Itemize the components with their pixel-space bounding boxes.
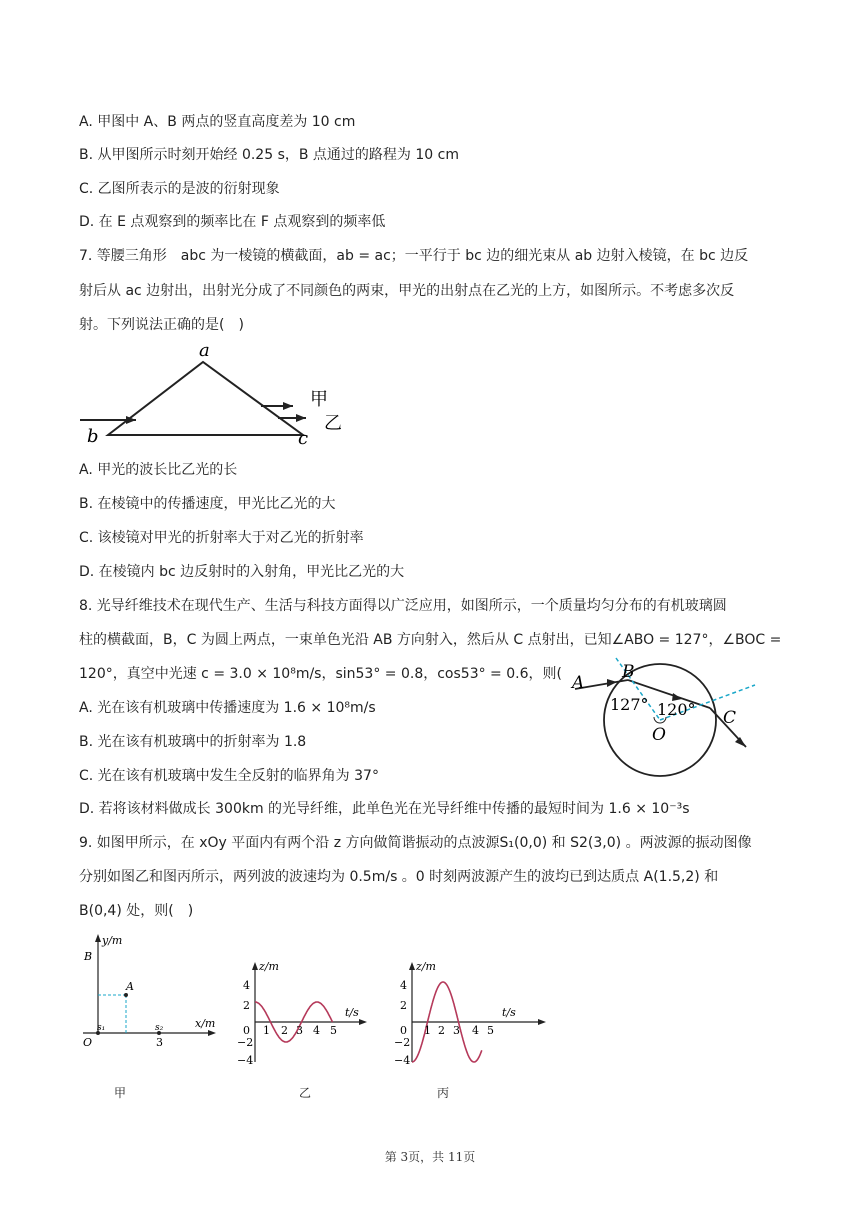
q7-option-d: D. 在棱镜内 bc 边反射时的入射角，甲光比乙光的大 [79, 564, 405, 580]
caption-yi: 乙 [299, 1086, 312, 1100]
yi-xtick-1: 1 [263, 1024, 270, 1037]
label-O: O [652, 725, 666, 745]
q8-option-c: C. 光在该有机玻璃中发生全反射的临界角为 37° [79, 768, 379, 784]
caption-jia: 甲 [114, 1086, 127, 1100]
jia-O: O [83, 1036, 93, 1049]
yi-ytick-m4: −4 [237, 1054, 254, 1067]
q9-fig-jia [78, 930, 228, 1055]
q9-fig-yi [235, 958, 370, 1068]
q8-option-a: A. 光在该有机玻璃中传播速度为 1.6 × 10⁸m/s [79, 700, 376, 716]
yi-ytick-m2: −2 [237, 1036, 254, 1049]
yi-xlabel: t/s [345, 1006, 359, 1019]
q8-stem-line2: 柱的横截面，B，C 为圆上两点，一束单色光沿 AB 方向射入，然后从 C 点射出，已知∠ABO = 127°，∠BOC = [79, 632, 782, 648]
label-yi: 乙 [324, 413, 342, 434]
jia-xlabel: x/m [195, 1017, 216, 1030]
bing-ytick-m4: −4 [394, 1054, 411, 1067]
q8-circle-figure [560, 655, 760, 780]
q7-stem-line1: 7. 等腰三角形 abc 为一棱镜的横截面，ab = ac；一平行于 bc 边的细光束从 ab 边射入棱镜，在 bc 边反 [79, 248, 749, 264]
jia-ylabel: y/m [102, 934, 123, 947]
q7-option-b: B. 在棱镜中的传播速度，甲光比乙光的大 [79, 496, 336, 512]
page-footer: 第 3页，共 11页 [384, 1150, 476, 1164]
q6-option-a: A. 甲图中 A、B 两点的竖直高度差为 10 cm [79, 114, 356, 130]
label-b: b [87, 426, 99, 447]
q8-option-d: D. 若将该材料做成长 300km 的光导纤维，此单色光在光导纤维中传播的最短时间为 1.6 × 10⁻³s [79, 801, 690, 817]
bing-xtick-4: 4 [472, 1024, 479, 1037]
bing-xlabel: t/s [502, 1006, 516, 1019]
yi-xtick-4: 4 [313, 1024, 320, 1037]
yi-ytick-2: 2 [243, 999, 250, 1012]
q9-stem-line3: B(0,4) 处，则( ) [79, 903, 194, 919]
jia-s2: s₂ [155, 1023, 164, 1033]
bing-ytick-2: 2 [400, 999, 407, 1012]
q8-option-b: B. 光在该有机玻璃中的折射率为 1.8 [79, 734, 307, 750]
jia-B: B [84, 950, 93, 963]
label-A: A [572, 673, 585, 693]
q9-fig-bing [392, 958, 552, 1068]
bing-xtick-5: 5 [487, 1024, 494, 1037]
bing-xtick-1: 1 [424, 1024, 431, 1037]
yi-ytick-4: 4 [243, 979, 250, 992]
label-a: a [199, 340, 210, 361]
jia-A: A [126, 980, 134, 993]
q9-stem-line2: 分别如图乙和图丙所示，两列波的波速均为 0.5m/s 。0 时刻两波源产生的波均已到达质点 A(1.5,2) 和 [79, 869, 719, 885]
label-B: B [622, 662, 635, 682]
label-c: c [298, 428, 309, 449]
yi-xtick-2: 2 [281, 1024, 288, 1037]
q7-stem-line3: 射。下列说法正确的是( ) [79, 317, 244, 333]
jia-tick3: 3 [156, 1036, 163, 1049]
q7-option-c: C. 该棱镜对甲光的折射率大于对乙光的折射率 [79, 530, 364, 546]
angle-120: 120° [657, 700, 696, 719]
jia-s1: s₁ [97, 1023, 106, 1033]
q7-stem-line2: 射后从 ac 边射出，出射光分成了不同颜色的两束，甲光的出射点在乙光的上方，如图所示。不考虑多次反 [79, 283, 735, 299]
yi-ylabel: z/m [259, 960, 279, 973]
yi-xtick-3: 3 [296, 1024, 303, 1037]
bing-ylabel: z/m [416, 960, 436, 973]
bing-xtick-2: 2 [438, 1024, 445, 1037]
yi-ytick-0: 0 [243, 1024, 250, 1037]
q9-stem-line1: 9. 如图甲所示，在 xOy 平面内有两个沿 z 方向做简谐振动的点波源S₁(0,0) 和 S2(3,0) 。两波源的振动图像 [79, 835, 752, 851]
bing-xtick-3: 3 [453, 1024, 460, 1037]
q6-option-d: D. 在 E 点观察到的频率比在 F 点观察到的频率低 [79, 214, 386, 230]
yi-xtick-5: 5 [330, 1024, 337, 1037]
bing-ytick-m2: −2 [394, 1036, 411, 1049]
q6-option-b: B. 从甲图所示时刻开始经 0.25 s，B 点通过的路程为 10 cm [79, 147, 459, 163]
q8-stem-line3: 120°，真空中光速 c = 3.0 × 10⁸m/s，sin53° = 0.8，cos53° = 0.6，则( [79, 666, 562, 682]
label-C: C [723, 708, 737, 728]
q7-prism-figure [78, 340, 358, 450]
bing-ytick-0: 0 [400, 1024, 407, 1037]
q8-stem-line1: 8. 光导纤维技术在现代生产、生活与科技方面得以广泛应用，如图所示，一个质量均匀分布的有机玻璃圆 [79, 598, 727, 614]
label-jia: 甲 [310, 389, 328, 410]
caption-bing: 丙 [437, 1086, 450, 1100]
q7-option-a: A. 甲光的波长比乙光的长 [79, 462, 238, 478]
angle-127: 127° [610, 695, 649, 714]
bing-ytick-4: 4 [400, 979, 407, 992]
q6-option-c: C. 乙图所表示的是波的衍射现象 [79, 181, 280, 197]
